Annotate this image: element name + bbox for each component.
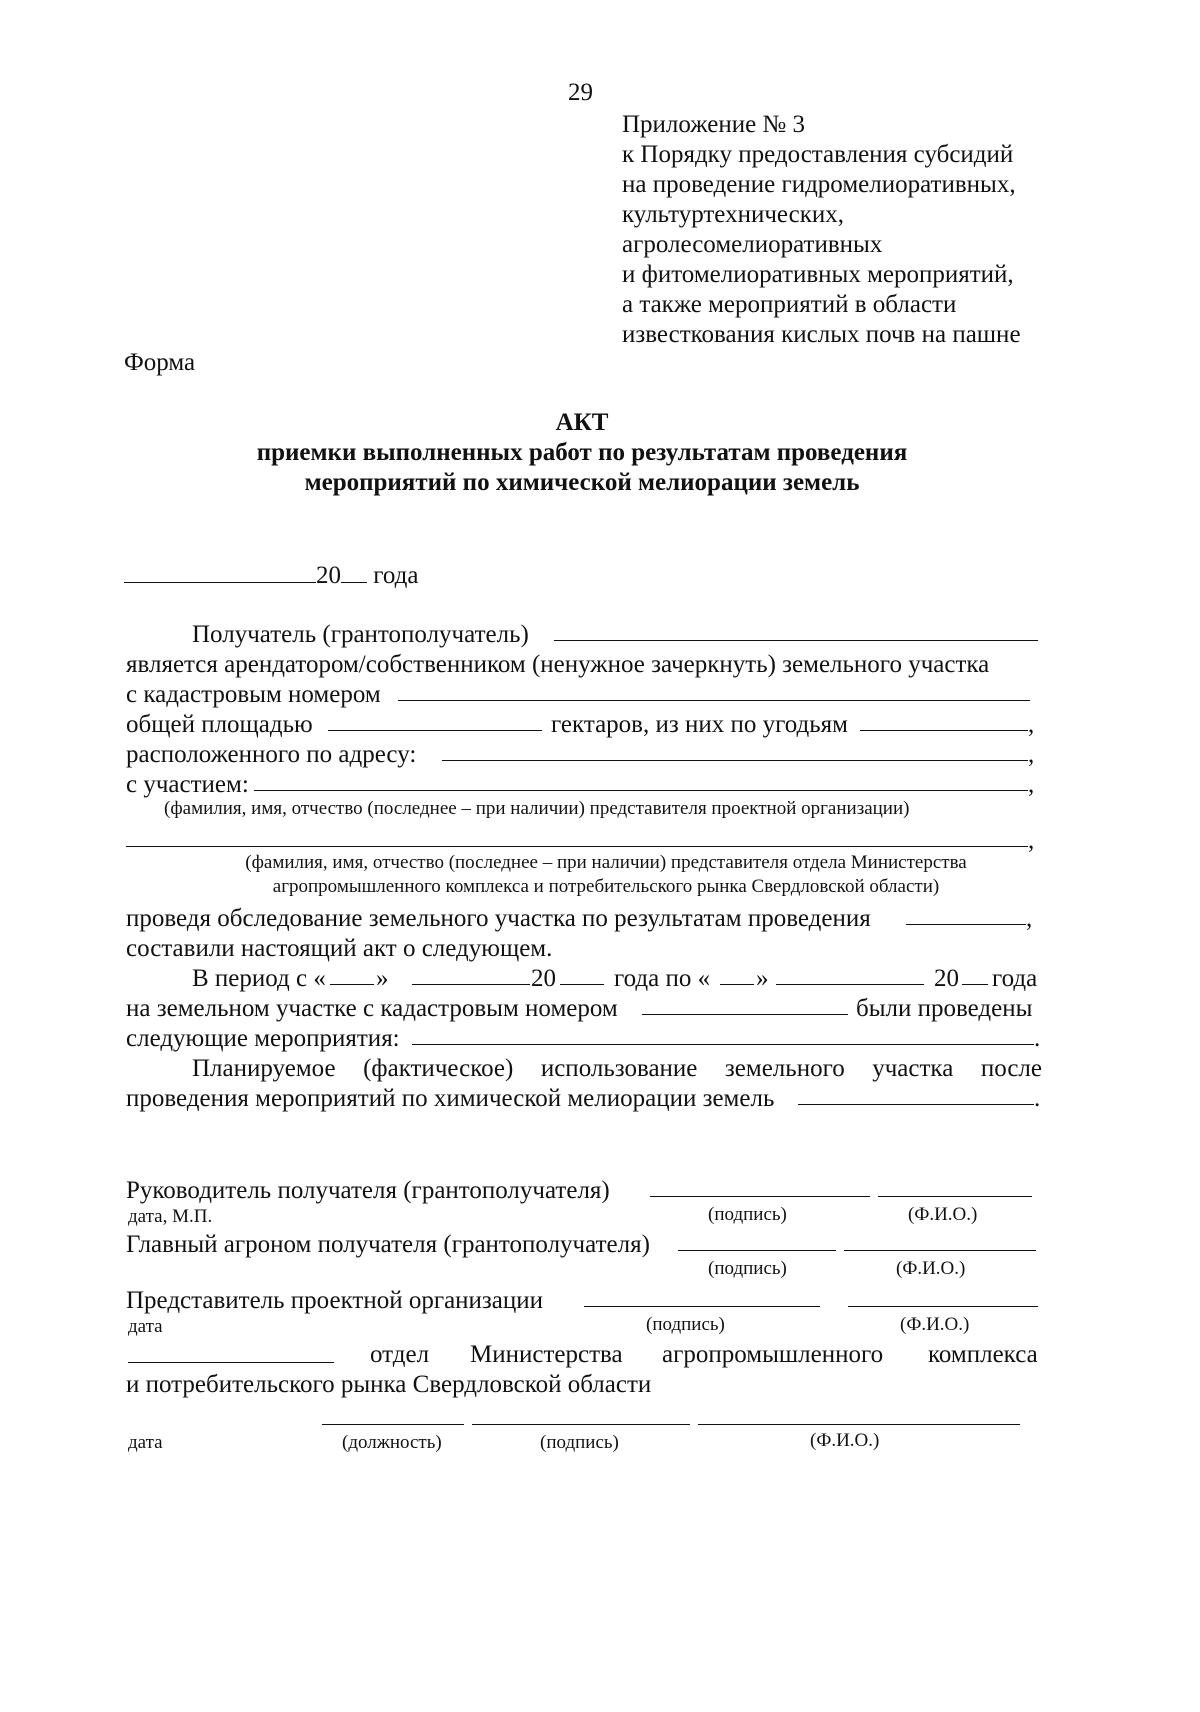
signature-caption: (подпись) [540, 1432, 619, 1453]
measures-label: следующие мероприятия: [126, 1025, 400, 1052]
form-label: Форма [124, 349, 196, 376]
land-type-label: гектаров, из них по угодьям [551, 711, 848, 738]
quote: » [756, 965, 769, 992]
recipient-label: Получатель (грантополучатель) [192, 621, 529, 648]
date-label: дата [128, 1432, 163, 1453]
comma: , [1026, 905, 1033, 932]
date-year: 20 [316, 562, 341, 589]
planned-use-line: Планируемое (фактическое) использование земельного участка после [192, 1055, 1042, 1082]
dept-fio-field[interactable] [698, 1424, 1020, 1425]
signature-caption: (подпись) [646, 1314, 725, 1335]
year-word: года [992, 965, 1038, 992]
appendix-line: к Порядку предоставления субсидий [622, 141, 1014, 168]
date-suffix: года [373, 562, 419, 589]
tenant-line: является арендатором/собственником (ненужное зачеркнуть) земельного участка [126, 651, 990, 678]
comma: , [1028, 771, 1035, 798]
head-signature-field[interactable] [650, 1196, 870, 1197]
land-type-field[interactable] [860, 730, 1028, 731]
ministry-note-line1: (фамилия, имя, отчество (последнее – при наличии) представителя отдела Министерства [245, 852, 967, 873]
appendix-line: а также мероприятий в области [622, 291, 957, 318]
agronomist-fio-field[interactable] [844, 1250, 1036, 1251]
fio-caption: (Ф.И.О.) [908, 1204, 978, 1225]
comma: , [1028, 827, 1035, 854]
plot-label: на земельном участке с кадастровым номером [126, 995, 618, 1022]
cadastral-label: с кадастровым номером [126, 681, 381, 708]
dept-signature-field[interactable] [472, 1424, 690, 1425]
year-prefix: 20 [531, 965, 556, 992]
recipient-field[interactable] [554, 640, 1038, 641]
period-to-label: года по « [614, 965, 711, 992]
project-rep-signature-field[interactable] [584, 1306, 820, 1307]
appendix-line: культуртехнических, [622, 201, 844, 228]
planned-use-field[interactable] [798, 1104, 1034, 1105]
date-line [124, 560, 418, 591]
address-label: расположенного по адресу: [126, 741, 417, 768]
dept-word: отдел [370, 1341, 430, 1368]
head-label: Руководитель получателя (грантополучателя) [126, 1177, 610, 1204]
period-from-month[interactable] [412, 984, 530, 985]
period-to-month[interactable] [776, 984, 924, 985]
fio-caption: (Ф.И.О.) [810, 1430, 880, 1451]
cadastral-field[interactable] [398, 700, 1030, 701]
appendix-line: и фитомелиоративных мероприятий, [622, 261, 1014, 288]
comma: , [1028, 741, 1035, 768]
appendix-line: на проведение гидромелиоративных, [622, 171, 1016, 198]
project-rep-fio-field[interactable] [848, 1306, 1038, 1307]
appendix-line: агролесомелиоративных [622, 231, 883, 258]
project-org-note: (фамилия, имя, отчество (последнее – при наличии) представителя проектной организации) [164, 798, 910, 819]
period-from-label: В период с « [192, 965, 326, 992]
carried-out-label: были проведены [856, 995, 1033, 1022]
participation-field[interactable] [254, 790, 1028, 791]
year-blank[interactable] [341, 560, 367, 583]
address-field[interactable] [442, 760, 1028, 761]
compiled-line: составили настоящий акт о следующем. [126, 935, 553, 962]
position-field[interactable] [322, 1424, 464, 1425]
period-to-year[interactable] [962, 984, 988, 985]
dept-word: комплекса [928, 1341, 1038, 1368]
date-blank[interactable] [124, 560, 316, 583]
dept-word: агропромышленного [662, 1341, 884, 1368]
area-label: общей площадью [126, 711, 313, 738]
act-title-line2: мероприятий по химической мелиорации земель [304, 469, 860, 496]
plot-cadastral-field[interactable] [642, 1014, 848, 1015]
dept-line2: и потребительского рынка Свердловской области [126, 1371, 652, 1398]
act-heading: АКТ [555, 409, 609, 436]
position-caption: (должность) [342, 1432, 442, 1453]
survey-field[interactable] [906, 924, 1026, 925]
dept-word: Министерства [470, 1341, 623, 1368]
signature-caption: (подпись) [708, 1258, 787, 1279]
appendix-line: известкования кислых почв на пашне [622, 321, 1021, 348]
date-label: дата [128, 1316, 163, 1337]
period-from-day[interactable] [330, 984, 374, 985]
period-to-day[interactable] [720, 984, 754, 985]
survey-line: проведя обследование земельного участка по результатам проведения [126, 905, 871, 932]
department-field[interactable] [128, 1362, 334, 1363]
ministry-note-line2: агропромышленного комплекса и потребительского рынка Свердловской области) [272, 876, 940, 897]
fio-caption: (Ф.И.О.) [900, 1314, 970, 1335]
signature-caption: (подпись) [708, 1204, 787, 1225]
quote: » [376, 965, 389, 992]
fio-caption: (Ф.И.О.) [896, 1258, 966, 1279]
after-measures-line: проведения мероприятий по химической мелиорации земель [126, 1085, 775, 1112]
year-prefix: 20 [934, 965, 959, 992]
agronomist-label: Главный агроном получателя (грантополучателя) [126, 1231, 650, 1258]
project-rep-label: Представитель проектной организации [126, 1287, 544, 1314]
period-dot: . [1034, 1085, 1041, 1112]
comma: , [1028, 711, 1035, 738]
participation-label: с участием: [126, 771, 249, 798]
appendix-line: Приложение № 3 [622, 111, 806, 138]
ministry-rep-field[interactable] [126, 846, 1028, 847]
head-fio-field[interactable] [878, 1196, 1032, 1197]
act-title-line1: приемки выполненных работ по результатам проведения [256, 439, 908, 466]
measures-field[interactable] [412, 1044, 1034, 1045]
page-number: 29 [568, 79, 593, 106]
date-mp-label: дата, М.П. [128, 1206, 213, 1227]
period-dot: . [1034, 1025, 1041, 1052]
area-field[interactable] [328, 730, 542, 731]
agronomist-signature-field[interactable] [678, 1250, 836, 1251]
period-from-year[interactable] [560, 984, 604, 985]
